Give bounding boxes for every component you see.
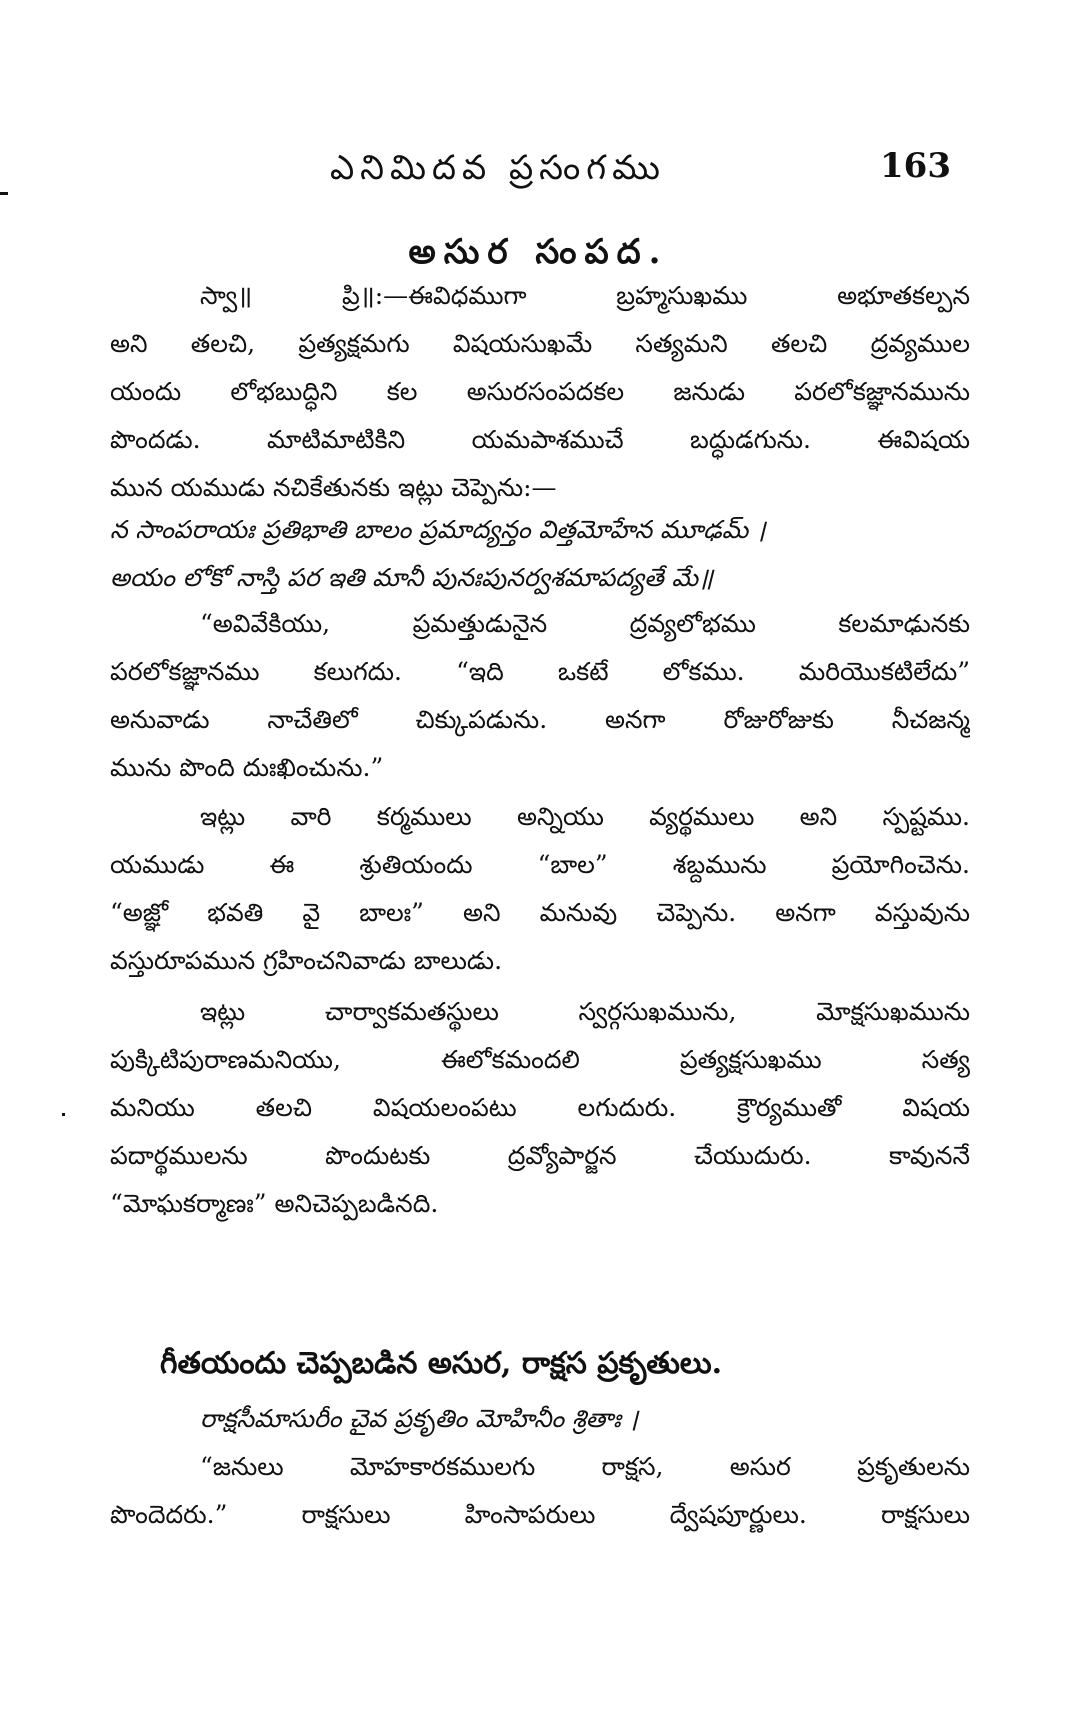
section-title: అసుర సంపద. bbox=[408, 232, 669, 272]
margin-speck bbox=[62, 1113, 65, 1116]
verse-block-2 bbox=[110, 1395, 970, 1443]
text-line: ఇట్లు చార్వాకమతస్థులు స్వర్గసుఖమును, మోక్షసుఖమును bbox=[200, 997, 970, 1026]
verse-line: అయం లోకో నాస్తి పర ఇతి మానీ పునఃపునర్వశమాపద్యతే మే॥ bbox=[110, 563, 714, 592]
text-line: అని తలచి, ప్రత్యక్షమగు విషయసుఖమే సత్యమని తలచి ద్రవ్యముల bbox=[110, 329, 970, 358]
text-line: స్వా॥ ప్రి॥:—ఈవిధముగా బ్రహ్మసుఖము అభూతకల్పన bbox=[200, 281, 970, 310]
text-line: “మోఘకర్మాణః” అనిచెప్పబడినది. bbox=[110, 1189, 439, 1218]
paragraph-2 bbox=[110, 600, 970, 792]
text-line: యందు లోభబుద్ధిని కల అసురసంపదకల జనుడు పరలోకజ్ఞానమును bbox=[110, 377, 970, 406]
text-line: మున యముడు నచికేతునకు ఇట్లు చెప్పెను:— bbox=[110, 473, 557, 502]
verse-line: రాక్షసీమాసురీం చైవ ప్రకృతిం మోహినీం శ్రితాః । bbox=[200, 1404, 639, 1433]
text-line: మనియు తలచి విషయలంపటు లగుదురు. క్రౌర్యముతో విషయ bbox=[110, 1093, 970, 1122]
text-line: ఇట్లు వారి కర్మములు అన్నియు వ్యర్థములు అని స్పష్టము. bbox=[200, 802, 970, 831]
page-number: 163 bbox=[880, 146, 951, 186]
text-line: పరలోకజ్ఞానము కలుగదు. “ఇది ఒకటే లోకము. మరియొకటిలేదు” bbox=[110, 657, 970, 686]
margin-speck bbox=[0, 192, 8, 195]
text-line: పదార్థములను పొందుటకు ద్రవ్యోపార్జన చేయుదురు. కావుననే bbox=[110, 1141, 970, 1170]
paragraph-1 bbox=[110, 272, 970, 512]
section-subheading: గీతయందు చెప్పబడిన అసుర, రాక్షస ప్రకృతులు. bbox=[160, 1346, 723, 1381]
text-line: “జనులు మోహకారకములగు రాక్షస, అసుర ప్రకృతులను bbox=[200, 1452, 970, 1481]
text-line: వస్తురూపమున గ్రహించనివాడు బాలుడు. bbox=[110, 946, 503, 975]
paragraph-3 bbox=[110, 793, 970, 985]
text-line: “అవివేకియు, ప్రమత్తుడునైన ద్రవ్యలోభము కలమాఢునకు bbox=[200, 609, 970, 638]
running-title: ఎనిమిదవ ప్రసంగము bbox=[330, 148, 666, 188]
text-line: పుక్కిటిపురాణమనియు, ఈలోకమందలి ప్రత్యక్షసుఖము సత్య bbox=[110, 1045, 970, 1074]
verse-block-1 bbox=[110, 506, 970, 602]
text-line: “అజ్ఞో భవతి వై బాలః” అని మనువు చెప్పెను. అనగా వస్తువును bbox=[110, 898, 970, 927]
verse-line: న సాంపరాయః ప్రతిభాతి బాలం ప్రమాద్యన్తం విత్తమోహేన మూఢమ్ । bbox=[110, 515, 766, 544]
text-line: మును పొంది దుఃఖించును.” bbox=[110, 753, 384, 782]
text-line: యముడు ఈ శ్రుతియందు “బాల” శబ్దమును ప్రయోగించెను. bbox=[110, 850, 970, 879]
paragraph-4 bbox=[110, 988, 970, 1228]
text-line: అనువాడు నాచేతిలో చిక్కుపడును. అనగా రోజురోజుకు నీచజన్మ bbox=[110, 705, 970, 734]
paragraph-5 bbox=[110, 1443, 970, 1539]
text-line: పొందెదరు.” రాక్షసులు హింసాపరులు ద్వేషపూర్ణులు. రాక్షసులు bbox=[110, 1500, 970, 1529]
text-line: పొందడు. మాటిమాటికిని యమపాశముచే బద్ధుడగును. ఈవిషయ bbox=[110, 425, 970, 454]
